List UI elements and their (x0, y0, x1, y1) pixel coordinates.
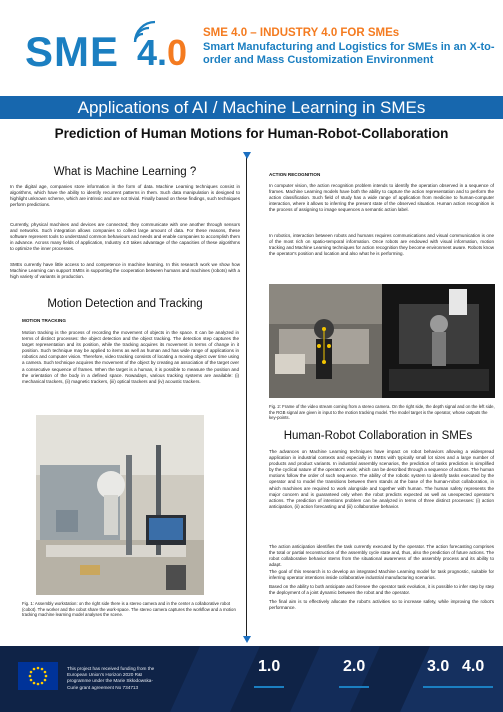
footer (0, 646, 503, 712)
motion-tracking-heading: MOTION TRACKING (22, 318, 66, 323)
stage-underline-1 (254, 686, 284, 688)
stage-label-4: 4.0 (462, 658, 485, 675)
stage-label-1: 1.0 (258, 658, 281, 675)
ml-paragraph-2: Currently, physical machines and devices are connected; they communicate with one another through sensors and networks. Such integration allows companies to collect large amount of data. For these reasons, these software represent tools to understand common behaviours and needs and enable companies to accomplish them in advance. Across many fields of application, Industry 4.0 takes advantage of the capacities of these algorithms to optimize the inner processes. (10, 222, 240, 252)
project-subtitle: Smart Manufacturing and Logistics for SMEs in an X-to-order and Mass Customization Environment (203, 41, 495, 66)
stereo-frame-illustration (269, 284, 495, 398)
hrc-paragraph-1: The advances on Machine Learning techniques have impact on robot behaviors allowing a widespread application in industrial contexts and especially in SMEs with typically small lot sizes and a large number of products and product variants. In industrial assembly scenarios, the prediction of tasks prediction is simplified by the cyclical nature of the operator's work; which can be described through a sequence of actions. The human motions follow the order of such sequence. The ability of the robotic system to identify tasks executed by the operator and to model the transitions between them stands at the base of the human-robot collaboration, in which machines are required to work alongside and together with human. The human safety represents the major concern and is guaranteed only when the robot predicts expected as well as unexpected operator's actions. The prediction of intentions problem can be analyzed in terms of three distinct processes: (i) action anticipation, (ii) action forecasting and (iii) collaborative behavior. (269, 449, 494, 509)
stage-underline-3 (423, 686, 493, 688)
project-title: SME 4.0 – INDUSTRY 4.0 FOR SMEs (203, 27, 400, 39)
poster-subtitle: Prediction of Human Motions for Human-Robot-Collaboration (54, 126, 449, 141)
action-recognition-paragraph-1: In computer vision, the action recognition problem intends to identify the operation observed in a sequence of frames. Machine Learning models have both the ability to capture the action representation and to perform the action classification. Such field of study has a wide range of application from medicine to human-computer interaction, where it allows to inferring the present state of the observed situation. Human action recognition is the process of assigning to image sequences a semantic action label. (269, 183, 494, 213)
stage-underline-2 (339, 686, 369, 688)
eu-flag-icon (18, 662, 58, 690)
funding-statement: This project has received funding from the European Union's Horizon 2020 R&I programme under the Marie Skłodowska-Curie grant agreement No 734713 (67, 666, 155, 690)
sme40-logo (25, 22, 188, 78)
header (0, 0, 503, 95)
fig1-workstation-photo (36, 415, 204, 595)
ml-paragraph-3: SMEs currently have little access to and competence in machine learning. In this research work we show how Machine Learning can support SMEs in supporting the cooperation between humans and machines (robots) with a high variety of variants in production. (10, 262, 241, 280)
hrc-paragraph-4: Based on the ability to both anticipate and foresee the operator task evolution, it is possible to infer step by step the deployment of a joint dynamic between the robot and the operator. (269, 584, 494, 596)
ml-section-title: What is Machine Learning ? (53, 166, 197, 178)
hrc-paragraph-2: The action anticipation identifies the task currently executed by the operator. The action forecasting comprises the total or partial reconstruction of the assembly cycle state and, thus, also the prediction of future actions. The robot collaborative behavior stems from the situational awareness of the assembly process and its ability to adapt. (269, 544, 494, 568)
poster-banner: Applications of AI / Machine Learning in SMEs (0, 96, 503, 119)
hrc-section-title: Human-Robot Collaboration in SMEs (283, 430, 473, 442)
action-recognition-heading: ACTION RECOGNITION (269, 172, 321, 177)
ml-paragraph-1: In the digital age, companies store information in the form of data. Machine Learning techniques consist in algorithms, which have the ability to identify recurrent patterns in them. Such data manipulation is designed to highlight unknown scheme, which are intrinsic and are not trivial. Finally based on these findings, such techniques perform predictions. (10, 184, 240, 208)
fig2-caption: Fig. 2: Frame of the video stream coming from a stereo camera. On the right side, the depth signal and on the left side, the RGB signal are given in input to the motion tracking model. The model target is the operator, whose outputs the key-points. (269, 404, 495, 421)
logo-text: SME (25, 28, 120, 75)
hrc-paragraph-5: The final aim is to effectively allocate the robot's activities so to increase safety, while improving the robot's performance. (269, 599, 494, 611)
logo-version-left: 4. (137, 32, 168, 73)
mdt-section-title: Motion Detection and Tracking (47, 298, 203, 310)
logo-version-right: 0 (167, 32, 188, 73)
divider-bottom-arrow-icon (243, 636, 251, 643)
motion-tracking-paragraph: Motion tracking is the process of recording the movement of objects in the space. It can be analyzed in terms of distinct processes: the object detection and the object tracking. The detection step captures the target representation and its position, while the tracking acquires its movement in terms of change in it position. Such technique may be applied to items as well as human and has wide range of applications in robotics and computer vision. Therefore, video tracking consists of locating a moving object over time using a camera. Such technique acquires the movement of the object by creating an association of the target over a consecutive sequence of frames. When the target is a human, it is possible to measure the position and the orientation of the body in a defined space. Nowadays, various tracking systems are available: (i) mechanical trackers, (ii) magnetic trackers, (iii) optical trackers and (iv) acoustic trackers. (22, 330, 239, 384)
divider-top-arrow-icon (243, 152, 251, 159)
logo-version (137, 32, 187, 74)
fig1-caption: Fig. 1: Assembly workstation: on the right side there is a stereo camera and in the center a collaborative robot (cobot). The worker and the cobot share the work-space. The stereo camera captures the workflow and a motion tracking machine learning model analyses the scene. (22, 601, 236, 618)
stage-label-3: 3.0 (427, 658, 450, 675)
hrc-paragraph-3: The goal of this research is to develop an integrated Machine Learning model for task prognostic, suitable for inferring operator intentions inside collaborative industrial manufacturing scenarios. (269, 569, 494, 581)
stage-label-2: 2.0 (343, 658, 366, 675)
fig2-stereo-frame-photo (269, 284, 495, 398)
column-divider (246, 156, 247, 640)
action-recognition-paragraph-2: In robotics, interaction between robots and humans requires communications and visual communication is one of the most rich on spatio-temporal information. Once robots are endowed with visual information, motion tracking and Machine Learning techniques for action recognition they become environment aware. Robots know the operator's position and location and also what he is performing. (269, 233, 494, 257)
workstation-illustration (36, 415, 204, 595)
